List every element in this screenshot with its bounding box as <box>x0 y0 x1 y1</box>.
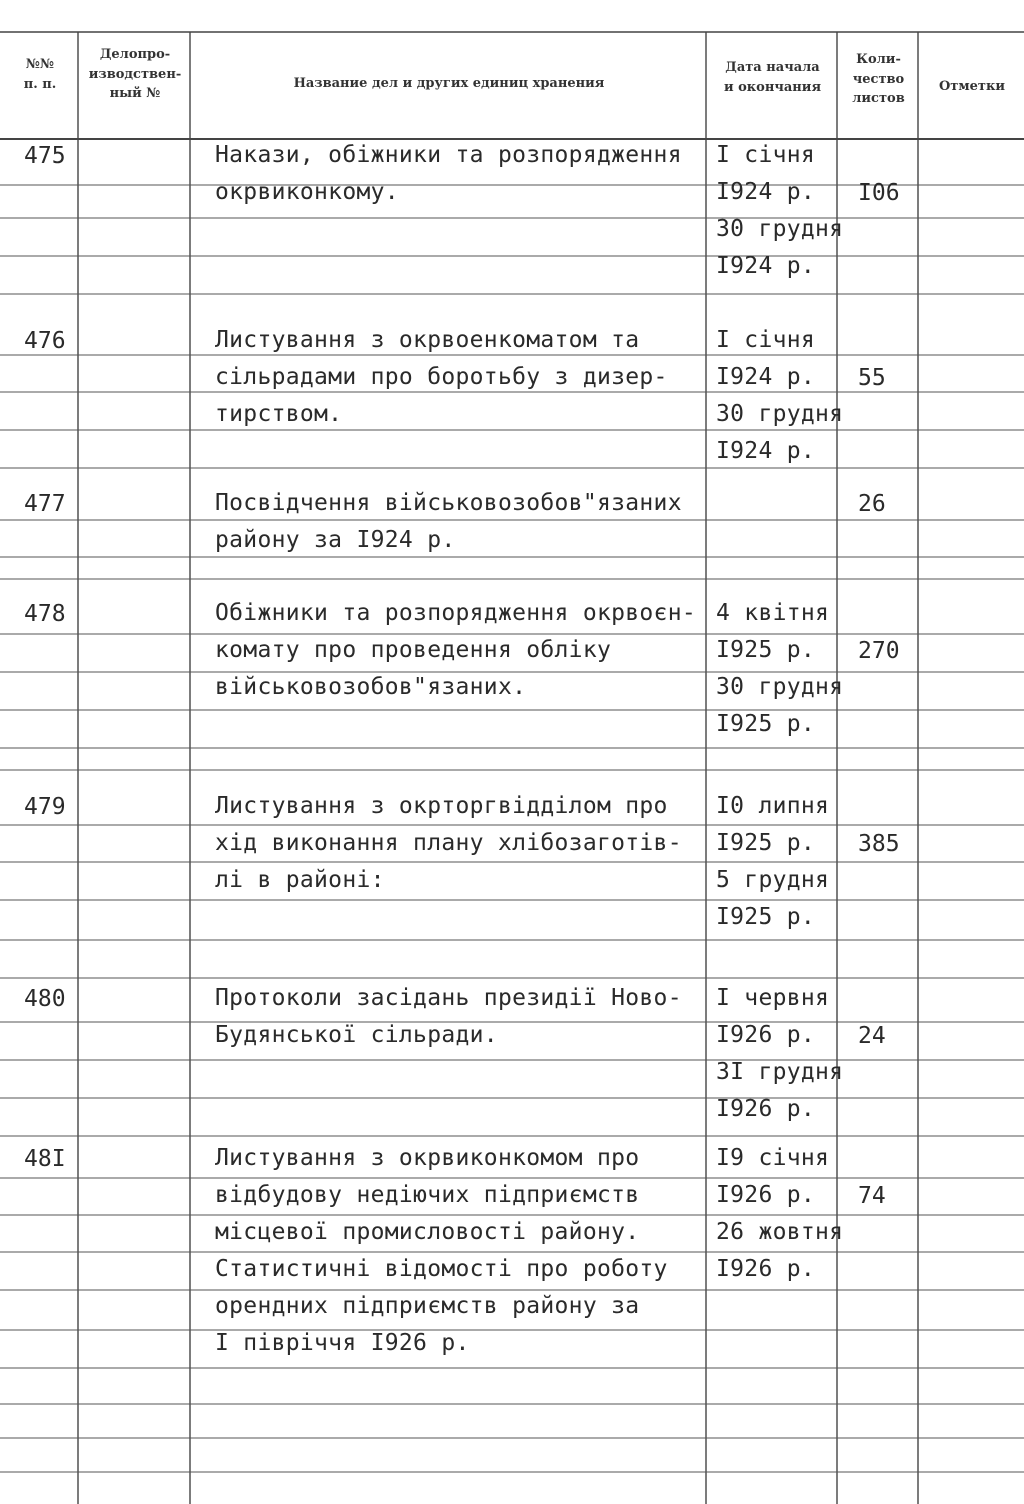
row-sheets: 270 <box>858 638 900 664</box>
row-title-line: Обіжники та розпорядження окрвоєн- <box>215 600 697 626</box>
header-number: №№ п. п. <box>23 57 57 92</box>
row-sheets: 74 <box>858 1183 886 1209</box>
row-date-line: 30 грудня <box>716 401 844 427</box>
header-notes: Отметки <box>938 79 1006 94</box>
row-sheets: 24 <box>858 1023 886 1049</box>
row-number: 478 <box>24 601 66 627</box>
row-sheets: 385 <box>858 831 900 857</box>
row-date-line: I червня <box>716 985 830 1011</box>
row-title-line: Будянської сільради. <box>215 1022 498 1048</box>
row-date-line: I січня <box>716 142 816 168</box>
header-office-number: Делопро- изводствен- ный № <box>88 47 182 101</box>
row-date-line: I924 р. <box>716 179 816 205</box>
row-date-line: 30 грудня <box>716 674 844 700</box>
row-date-line: 3I грудня <box>716 1059 844 1085</box>
row-title-line: I півріччя I926 р. <box>215 1330 470 1356</box>
row-title-line: лі в районі: <box>215 867 385 893</box>
header-dates: Дата начала и окончания <box>723 60 822 95</box>
row-number: 48I <box>24 1146 66 1172</box>
row-title-line: сільрадами про боротьбу з дизер- <box>215 364 668 390</box>
row-title-line: відбудову недіючих підприємств <box>215 1182 640 1208</box>
header-sheets: Коли- чество листов <box>852 52 905 106</box>
row-number: 480 <box>24 986 66 1012</box>
row-title-line: району за I924 р. <box>215 527 456 553</box>
row-title-line: військовозобов"язаних. <box>215 674 527 700</box>
row-date-line: 4 квітня <box>716 600 830 626</box>
row-date-line: I925 р. <box>716 637 816 663</box>
row-number: 479 <box>24 794 66 820</box>
row-date-line: I924 р. <box>716 253 816 279</box>
row-title-line: комату про проведення обліку <box>215 637 612 663</box>
row-title-line: хід виконання плану хлібозаготів- <box>215 830 682 856</box>
row-sheets: I06 <box>858 180 900 206</box>
row-date-line: I924 р. <box>716 438 816 464</box>
header-title: Название дел и других единиц хранения <box>293 76 605 91</box>
row-number: 476 <box>24 328 66 354</box>
row-date-line: I925 р. <box>716 904 816 930</box>
row-sheets: 55 <box>858 365 886 391</box>
row-date-line: I січня <box>716 327 816 353</box>
row-title-line: Накази, обіжники та розпорядження <box>215 142 682 168</box>
row-date-line: 30 грудня <box>716 216 844 242</box>
row-title-line: Листування з окрвоенкоматом та <box>215 327 640 353</box>
row-title-line: Протоколи засідань президії Ново- <box>215 985 682 1011</box>
row-date-line: I9 січня <box>716 1145 830 1171</box>
row-date-line: I926 р. <box>716 1182 816 1208</box>
row-title-line: Листування з окрторгвідділом про <box>215 793 668 819</box>
row-date-line: I926 р. <box>716 1022 816 1048</box>
row-title-line: Листування з окрвиконкомом про <box>215 1145 640 1171</box>
row-title-line: тирством. <box>215 401 343 427</box>
row-title-line: Статистичні відомості про роботу <box>215 1256 668 1282</box>
row-number: 477 <box>24 491 66 517</box>
row-title-line: окрвиконкому. <box>215 179 399 205</box>
row-number: 475 <box>24 143 66 169</box>
row-title-line: орендних підприємств району за <box>215 1293 640 1319</box>
row-sheets: 26 <box>858 491 886 517</box>
row-date-line: 26 жовтня <box>716 1219 844 1245</box>
row-title-line: місцевої промисловості району. <box>215 1219 640 1245</box>
row-date-line: I925 р. <box>716 830 816 856</box>
row-title-line: Посвідчення військовозобов"язаних <box>215 490 682 516</box>
row-date-line: I926 р. <box>716 1256 816 1282</box>
row-date-line: I0 липня <box>716 793 830 819</box>
row-date-line: I926 р. <box>716 1096 816 1122</box>
row-date-line: 5 грудня <box>716 867 830 893</box>
row-date-line: I925 р. <box>716 711 816 737</box>
row-date-line: I924 р. <box>716 364 816 390</box>
